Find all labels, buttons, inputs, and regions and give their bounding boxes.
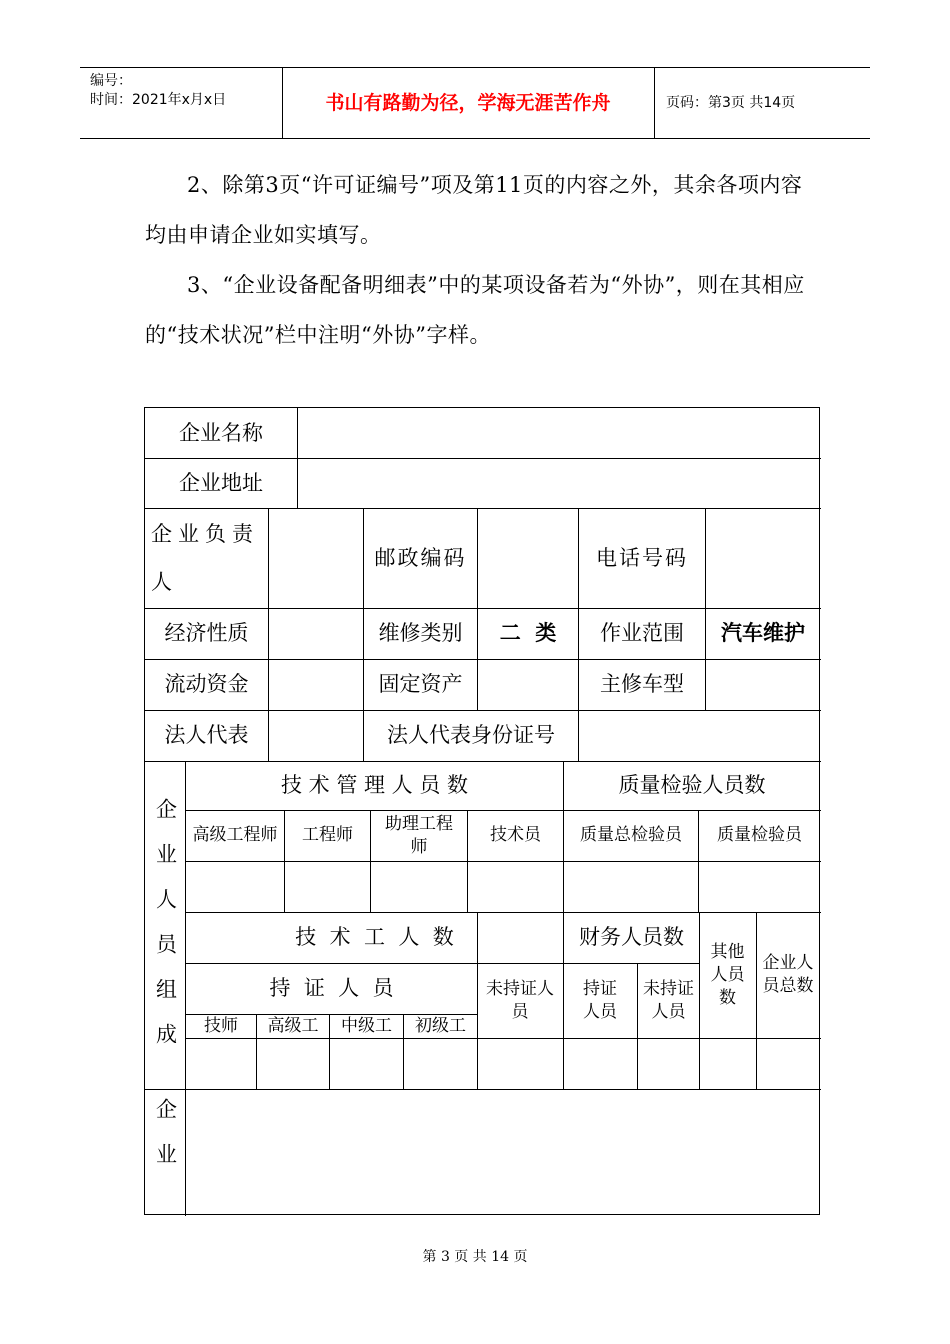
mid-worker-header: 中级工 xyxy=(341,1015,392,1036)
other-staff-header: 其他人员数 xyxy=(710,941,745,1008)
company-name-label: 企业名称 xyxy=(179,420,263,445)
repair-category-value: 二 类 xyxy=(499,621,557,645)
fin-certified-header: 持证人员 xyxy=(583,978,617,1022)
instruction-paragraph-3: 3、“企业设备配备明细表”中的某项设备若为“外协”，则在其相应的“技术状况”栏中注明“外协”字样。 xyxy=(145,273,805,347)
last-section-field[interactable] xyxy=(186,1090,820,1215)
legal-rep-id-label: 法人代表身份证号 xyxy=(387,723,555,747)
legal-rep-label: 法人代表 xyxy=(164,723,249,747)
tech-mgmt-header: 技 术 管 理 人 员 数 xyxy=(280,773,469,797)
total-staff-header: 企业人员总数 xyxy=(762,953,814,996)
work-scope-label: 作业范围 xyxy=(600,621,684,645)
page-header xyxy=(80,67,870,139)
postal-code-field[interactable] xyxy=(478,508,578,608)
number-label: 编号： xyxy=(90,73,132,89)
inspector-header: 质量检验员 xyxy=(717,825,802,845)
engineer-header: 工程师 xyxy=(302,825,353,845)
qc-count-header: 质量检验人员数 xyxy=(618,773,766,797)
company-address-label: 企业地址 xyxy=(179,470,263,495)
instruction-paragraph-2: 2、除第3页“许可证编号”项及第11页的内容之外，其余各项内容均由申请企业如实填写。 xyxy=(145,173,803,247)
chief-inspector-header: 质量总检验员 xyxy=(580,825,682,845)
application-form-table xyxy=(144,407,820,1215)
junior-worker-header: 初级工 xyxy=(415,1015,466,1036)
senior-engineer-header: 高级工程师 xyxy=(192,825,278,845)
company-name-field[interactable] xyxy=(298,408,820,458)
person-in-charge-field[interactable] xyxy=(269,508,363,608)
phone-field[interactable] xyxy=(706,508,820,608)
legal-rep-field[interactable] xyxy=(269,710,363,761)
economic-nature-field[interactable] xyxy=(269,608,363,659)
assistant-engineer-header: 助理工程师 xyxy=(385,813,453,857)
company-address-field[interactable] xyxy=(298,458,820,508)
staff-section-label: 企业人员组成 xyxy=(153,798,178,1068)
fixed-assets-label: 固定资产 xyxy=(378,672,463,696)
phone-label: 电话号码 xyxy=(596,545,688,570)
header-page-info: 页码：第3页 共14页 xyxy=(666,95,796,111)
header-meta xyxy=(90,72,226,110)
senior-worker-header: 高级工 xyxy=(267,1015,319,1036)
repair-category-label: 维修类别 xyxy=(378,621,463,645)
header-motto: 书山有路勤为径，学海无涯苦作舟 xyxy=(325,92,611,114)
master-header: 技师 xyxy=(204,1015,238,1036)
main-vehicle-label: 主修车型 xyxy=(600,672,684,696)
work-scope-value: 汽车维护 xyxy=(721,621,805,645)
economic-nature-label: 经济性质 xyxy=(164,621,249,645)
tech-workers-header: 技 术 工 人 数 xyxy=(295,925,454,949)
finance-count-header: 财务人员数 xyxy=(579,925,684,949)
postal-code-label: 邮政编码 xyxy=(374,545,467,570)
working-capital-field[interactable] xyxy=(269,659,363,710)
certified-header: 持 证 人 员 xyxy=(269,976,394,1000)
time-label: 时间：2021年x月x日 xyxy=(90,92,227,108)
last-section-label: 企业 xyxy=(153,1098,178,1188)
fixed-assets-field[interactable] xyxy=(478,659,578,710)
legal-rep-id-field[interactable] xyxy=(579,710,820,761)
fin-uncertified-header: 未持证人员 xyxy=(643,978,694,1022)
working-capital-label: 流动资金 xyxy=(164,672,249,696)
main-vehicle-field[interactable] xyxy=(706,659,820,710)
page-footer: 第 3 页 共 14 页 xyxy=(422,1249,528,1265)
uncertified-header: 未持证人员 xyxy=(486,978,554,1022)
technician-header: 技术员 xyxy=(490,825,541,845)
person-in-charge-label: 企业负责人 xyxy=(151,522,259,594)
